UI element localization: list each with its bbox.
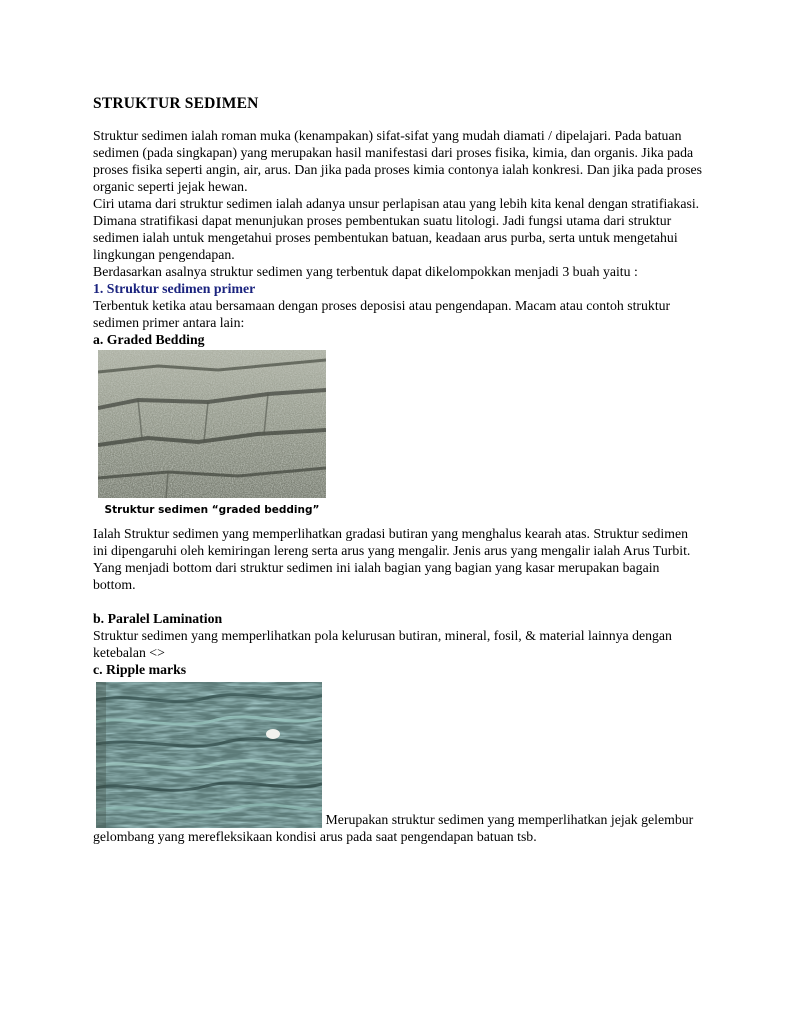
paralel-lamination-text: Struktur sedimen yang memperlihatkan pola kelurusan butiran, mineral, fosil, & material lainnya dengan ketebalan <> bbox=[93, 628, 672, 660]
heading-graded-bedding: a. Graded Bedding bbox=[93, 332, 205, 347]
intro-paragraph-2: Ciri utama dari struktur sedimen ialah adanya unsur perlapisan atau yang lebih kita kenal dengan stratifiakasi. Dimana stratifikasi dapat menunjukan proses pembentukan suatu litologi. Jadi fungsi utama dari struktur sedimen ialah untuk mengetahui proses pembentukan batuan, keadaan arus purba, serta untuk mengetahui lingkungan pengendapan. bbox=[93, 196, 700, 262]
graded-bedding-text: Ialah Struktur sedimen yang memperlihatkan gradasi butiran yang menghalus kearah atas. Struktur sedimen ini dipengaruhi oleh kemiringan lereng serta arus yang mengalir. Jenis arus yang mengalir ialah Arus Turbit. Yang menjadi bottom dari struktur sedimen ini ialah bagian yang bagian yang kasar merupakan bagain bottom. bbox=[93, 526, 691, 592]
document-title: STRUKTUR SEDIMEN bbox=[93, 95, 259, 112]
graded-bedding-photo bbox=[98, 350, 326, 498]
ripple-marks-photo bbox=[96, 682, 322, 828]
heading-paralel-lamination: b. Paralel Lamination bbox=[93, 611, 223, 626]
figure-graded-bedding bbox=[98, 350, 326, 519]
section-primer-text: Terbentuk ketika atau bersamaan dengan proses deposisi atau pengendapan. Macam atau contoh struktur sedimen primer antara lain: bbox=[93, 298, 671, 330]
graded-bedding-caption: Struktur sedimen “graded bedding” bbox=[104, 504, 320, 516]
ripple-marks-block bbox=[93, 682, 703, 845]
section-heading-primer: 1. Struktur sedimen primer bbox=[93, 281, 256, 296]
intro-paragraph-3: Berdasarkan asalnya struktur sedimen yang terbentuk dapat dikelompokkan menjadi 3 buah yaitu : bbox=[93, 264, 638, 279]
document-page bbox=[93, 94, 703, 845]
ripple-marks-paragraph bbox=[93, 682, 703, 845]
intro-paragraph-1: Struktur sedimen ialah roman muka (kenampakan) sifat-sifat yang mudah diamati / dipelajari. Pada batuan sedimen (pada singkapan) yang merupakan hasil manifestasi dari proses fisika, kimia, dan organis. Jika pada proses fisika seperti angin, air, arus. Dan jika pada proses kimia contonya ialah konkresi. Dan jika pada proses organic seperti jejak hewan. bbox=[93, 128, 703, 194]
heading-ripple-marks: c. Ripple marks bbox=[93, 662, 187, 677]
ripple-marks-text: Merupakan struktur sedimen yang memperlihatkan jejak gelembur gelombang yang merefleksikaan kondisi arus pada saat pengendapan batuan tsb. bbox=[93, 812, 694, 844]
